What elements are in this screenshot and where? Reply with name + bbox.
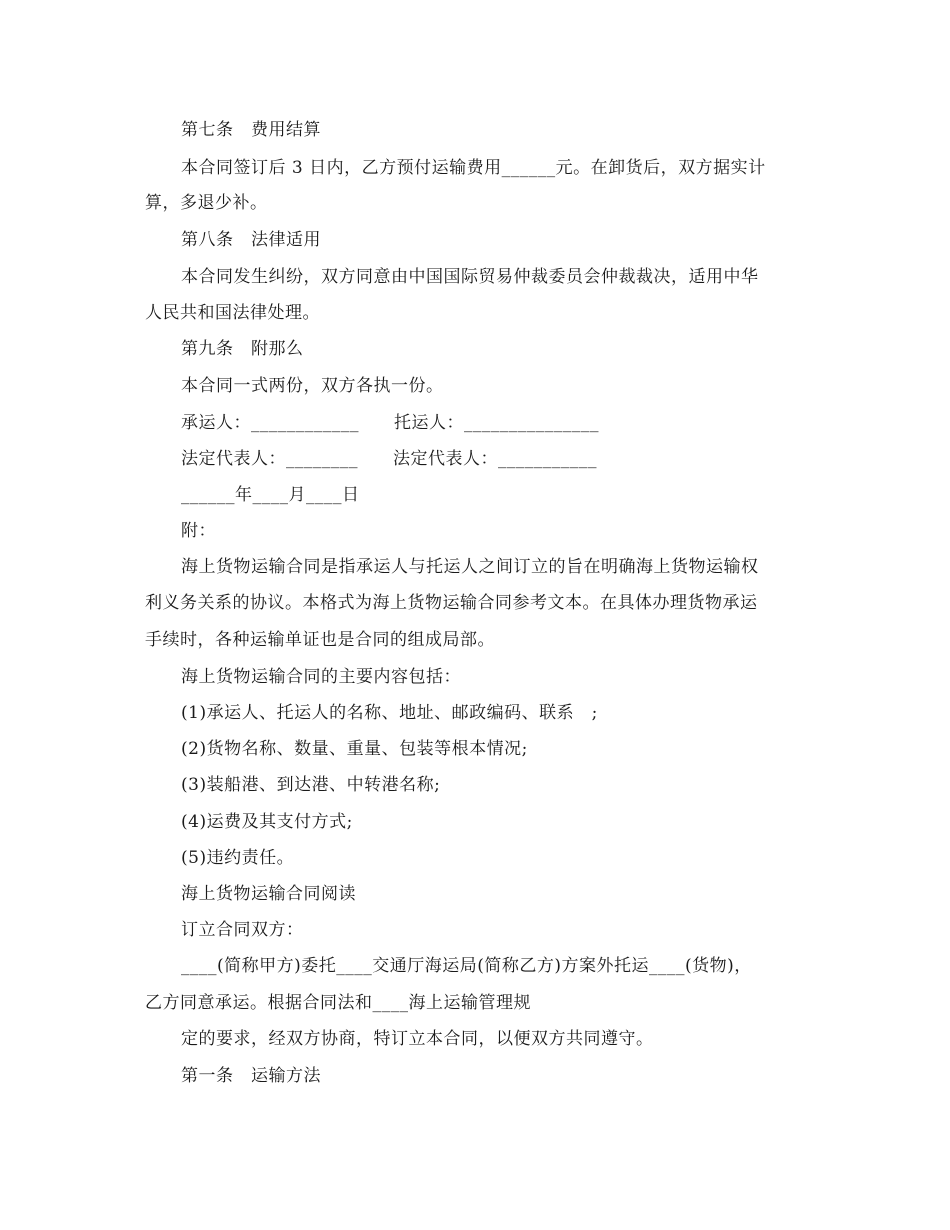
article-8-text-line-1: 本合同发生纠纷，双方同意由中国国际贸易仲裁委员会仲裁裁决，适用中华 [181,267,759,287]
article-7-text-line-1: 本合同签订后 3 日内，乙方预付运输费用______元。在卸货后，双方据实计 [181,158,766,178]
contract-reading-title: 海上货物运输合同阅读 [181,884,356,904]
appendix-text-line-2: 利义务关系的协议。本格式为海上货物运输合同参考文本。在具体办理货物承运 [145,593,758,613]
appendix-text-line-1: 海上货物运输合同是指承运人与托运人之间订立的旨在明确海上货物运输权 [181,557,759,577]
article-9-heading: 第九条 附那么 [181,339,304,359]
content-item-2: (2)货物名称、数量、重量、包装等根本情况; [181,739,528,759]
article-7-heading: 第七条 费用结算 [181,120,321,140]
parties-label: 订立合同双方： [181,920,304,940]
article-9-text: 本合同一式两份，双方各执一份。 [181,376,444,396]
content-item-3: (3)装船港、到达港、中转港名称; [181,775,441,795]
appendix-text-line-3: 手续时，各种运输单证也是合同的组成局部。 [145,630,495,650]
parties-text-line-3: 定的要求，经双方协商，特订立本合同，以便双方共同遵守。 [181,1029,654,1049]
content-item-4: (4)运费及其支付方式; [181,812,353,832]
parties-text-line-1: ____(简称甲方)委托____交通厅海运局(简称乙方)方案外托运____(货物)， [181,956,752,976]
article-1-heading: 第一条 运输方法 [181,1066,321,1086]
appendix-label: 附： [181,521,216,541]
parties-text-line-2: 乙方同意承运。根据合同法和____海上运输管理规 [145,993,531,1013]
article-7-text-line-2: 算，多退少补。 [145,193,268,213]
content-item-1: (1)承运人、托运人的名称、地址、邮政编码、联系 ; [181,703,598,723]
signature-carrier-shipper: 承运人：____________ 托运人：_______________ [181,413,599,433]
content-item-5: (5)违约责任。 [181,848,295,868]
signature-date: ______年____月____日 [181,485,360,505]
main-content-intro: 海上货物运输合同的主要内容包括： [181,667,461,687]
signature-representatives: 法定代表人：________ 法定代表人：___________ [181,449,597,469]
article-8-text-line-2: 人民共和国法律处理。 [145,303,320,323]
article-8-heading: 第八条 法律适用 [181,230,321,250]
